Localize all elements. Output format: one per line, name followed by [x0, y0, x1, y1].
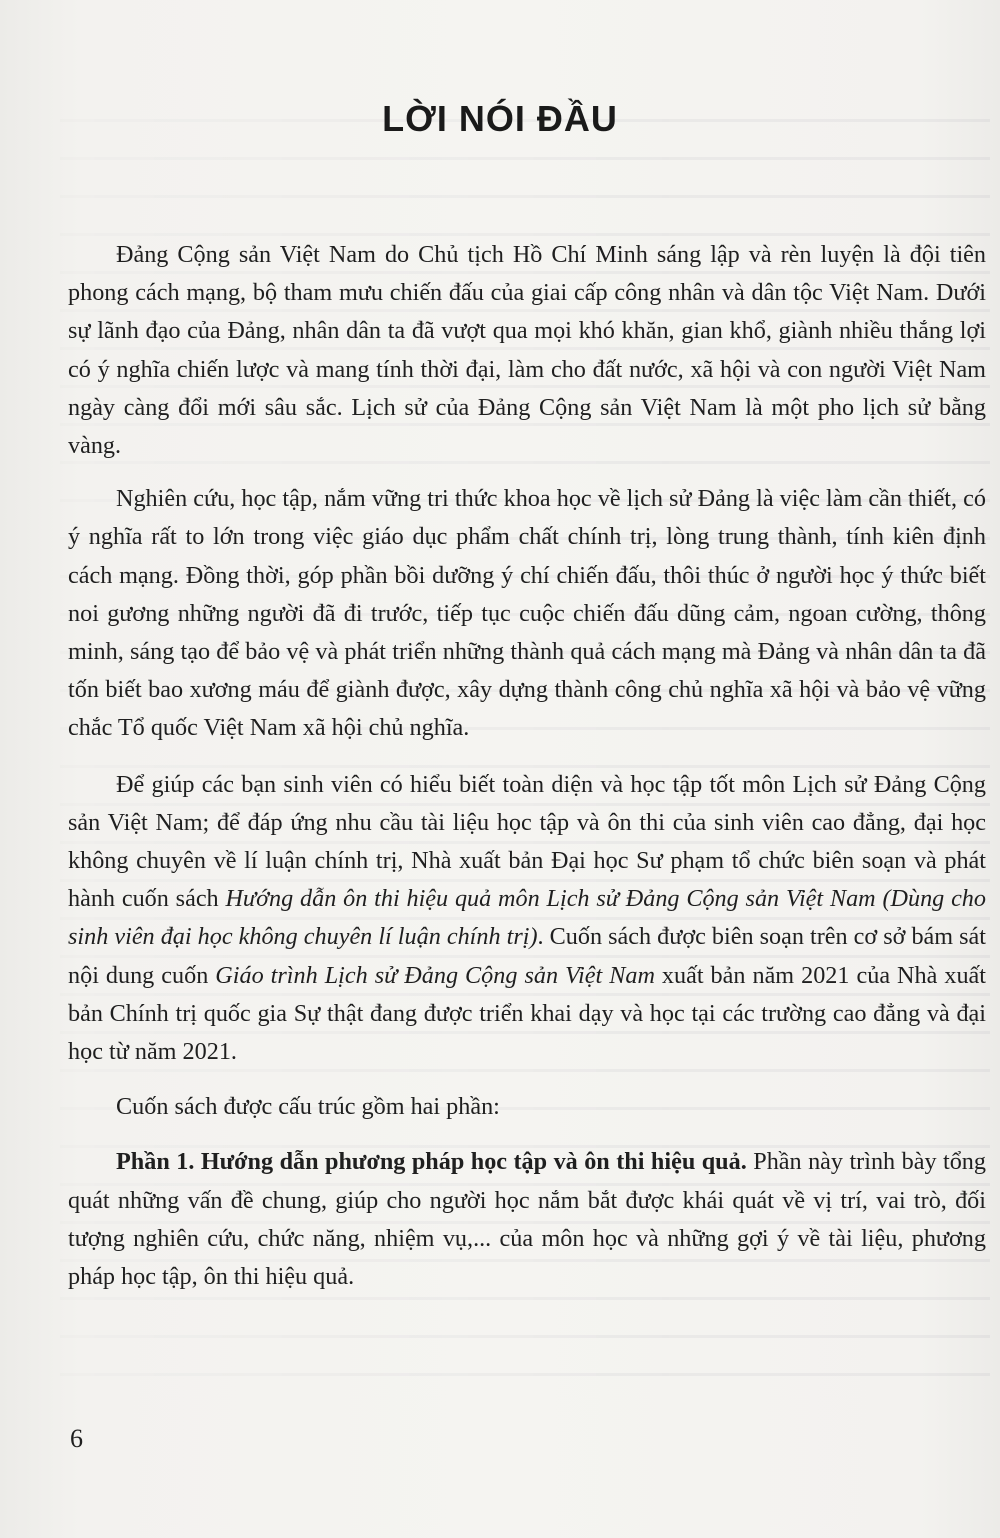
paragraph-5 — [68, 1143, 986, 1296]
textbook-title-italic: Giáo trình Lịch sử Đảng Cộng sản Việt Nam — [215, 961, 655, 989]
paragraph-3-text-a: Để giúp các bạn sinh viên có hiểu biết toàn diện và học tập tốt môn Lịch sử Đảng Cộng sản Việt Nam; để đáp ứng nhu cầu tài liệu học tập và ôn thi của sinh viên cao đẳng, đại học không chuyên về lí luận chính trị, Nhà xuất bản Đại học Sư phạm tổ chức biên soạn và phát hành cuốn sách — [68, 770, 986, 913]
part-1-description: Phần này trình bày tổng quát những vấn đề chung, giúp cho người học nắm bắt được khái quát về vị trí, vai trò, đối tượng nghiên cứu, chức năng, nhiệm vụ,... của môn học và những gợi ý về tài liệu, phương pháp học tập, ôn thi hiệu quả. — [68, 1148, 986, 1291]
book-title-italic: Hướng dẫn ôn thi hiệu quả môn Lịch sử Đảng Cộng sản Việt Nam (Dùng cho sinh viên đại học không chuyên lí luận chính trị) — [68, 885, 986, 951]
paragraph-3-text-e: xuất bản năm 2021 của Nhà xuất bản Chính trị quốc gia Sự thật đang được triển khai dạy và học tại các trường cao đẳng và đại học từ năm 2021. — [68, 961, 986, 1066]
page-title: LỜI NÓI ĐẦU — [382, 98, 618, 139]
paragraph-2: Nghiên cứu, học tập, nắm vững tri thức khoa học về lịch sử Đảng là việc làm cần thiết, có ý nghĩa rất to lớn trong việc giáo dục phẩm chất chính trị, lòng trung thành, tính kiên định cách mạng. Đồng thời, góp phần bồi dưỡng ý chí chiến đấu, thôi thúc ở người học ý thức biết noi gương những người đã đi trước, tiếp tục cuộc chiến đấu dũng cảm, ngoan cường, thông minh, sáng tạo để bảo vệ và phát triển những thành quả cách mạng mà Đảng và nhân dân ta đã tốn biết bao xương máu để giành được, xây dựng thành công chủ nghĩa xã hội và bảo vệ vững chắc Tổ quốc Việt Nam xã hội chủ nghĩa. — [68, 485, 986, 742]
paragraph-4: Cuốn sách được cấu trúc gồm hai phần: — [116, 1093, 500, 1121]
paragraph-1: Đảng Cộng sản Việt Nam do Chủ tịch Hồ Chí Minh sáng lập và rèn luyện là đội tiên phong cách mạng, bộ tham mưu chiến đấu của giai cấp công nhân và dân tộc Việt Nam. Dưới sự lãnh đạo của Đảng, nhân dân ta đã vượt qua mọi khó khăn, gian khổ, giành nhiều thắng lợi có ý nghĩa chiến lược và mang tính thời đại, làm cho đất nước, xã hội và con người Việt Nam ngày càng đổi mới sâu sắc. Lịch sử của Đảng Cộng sản Việt Nam là một pho lịch sử bằng vàng. — [68, 241, 986, 460]
body-text — [68, 236, 986, 1314]
paragraph-3 — [68, 766, 986, 1072]
part-1-heading: Phần 1. Hướng dẫn phương pháp học tập và ôn thi hiệu quả. — [116, 1148, 747, 1176]
paragraph-3-text-c: . Cuốn sách được biên soạn trên cơ sở bám sát nội dung cuốn — [68, 923, 987, 989]
page-number: 6 — [70, 1424, 83, 1453]
